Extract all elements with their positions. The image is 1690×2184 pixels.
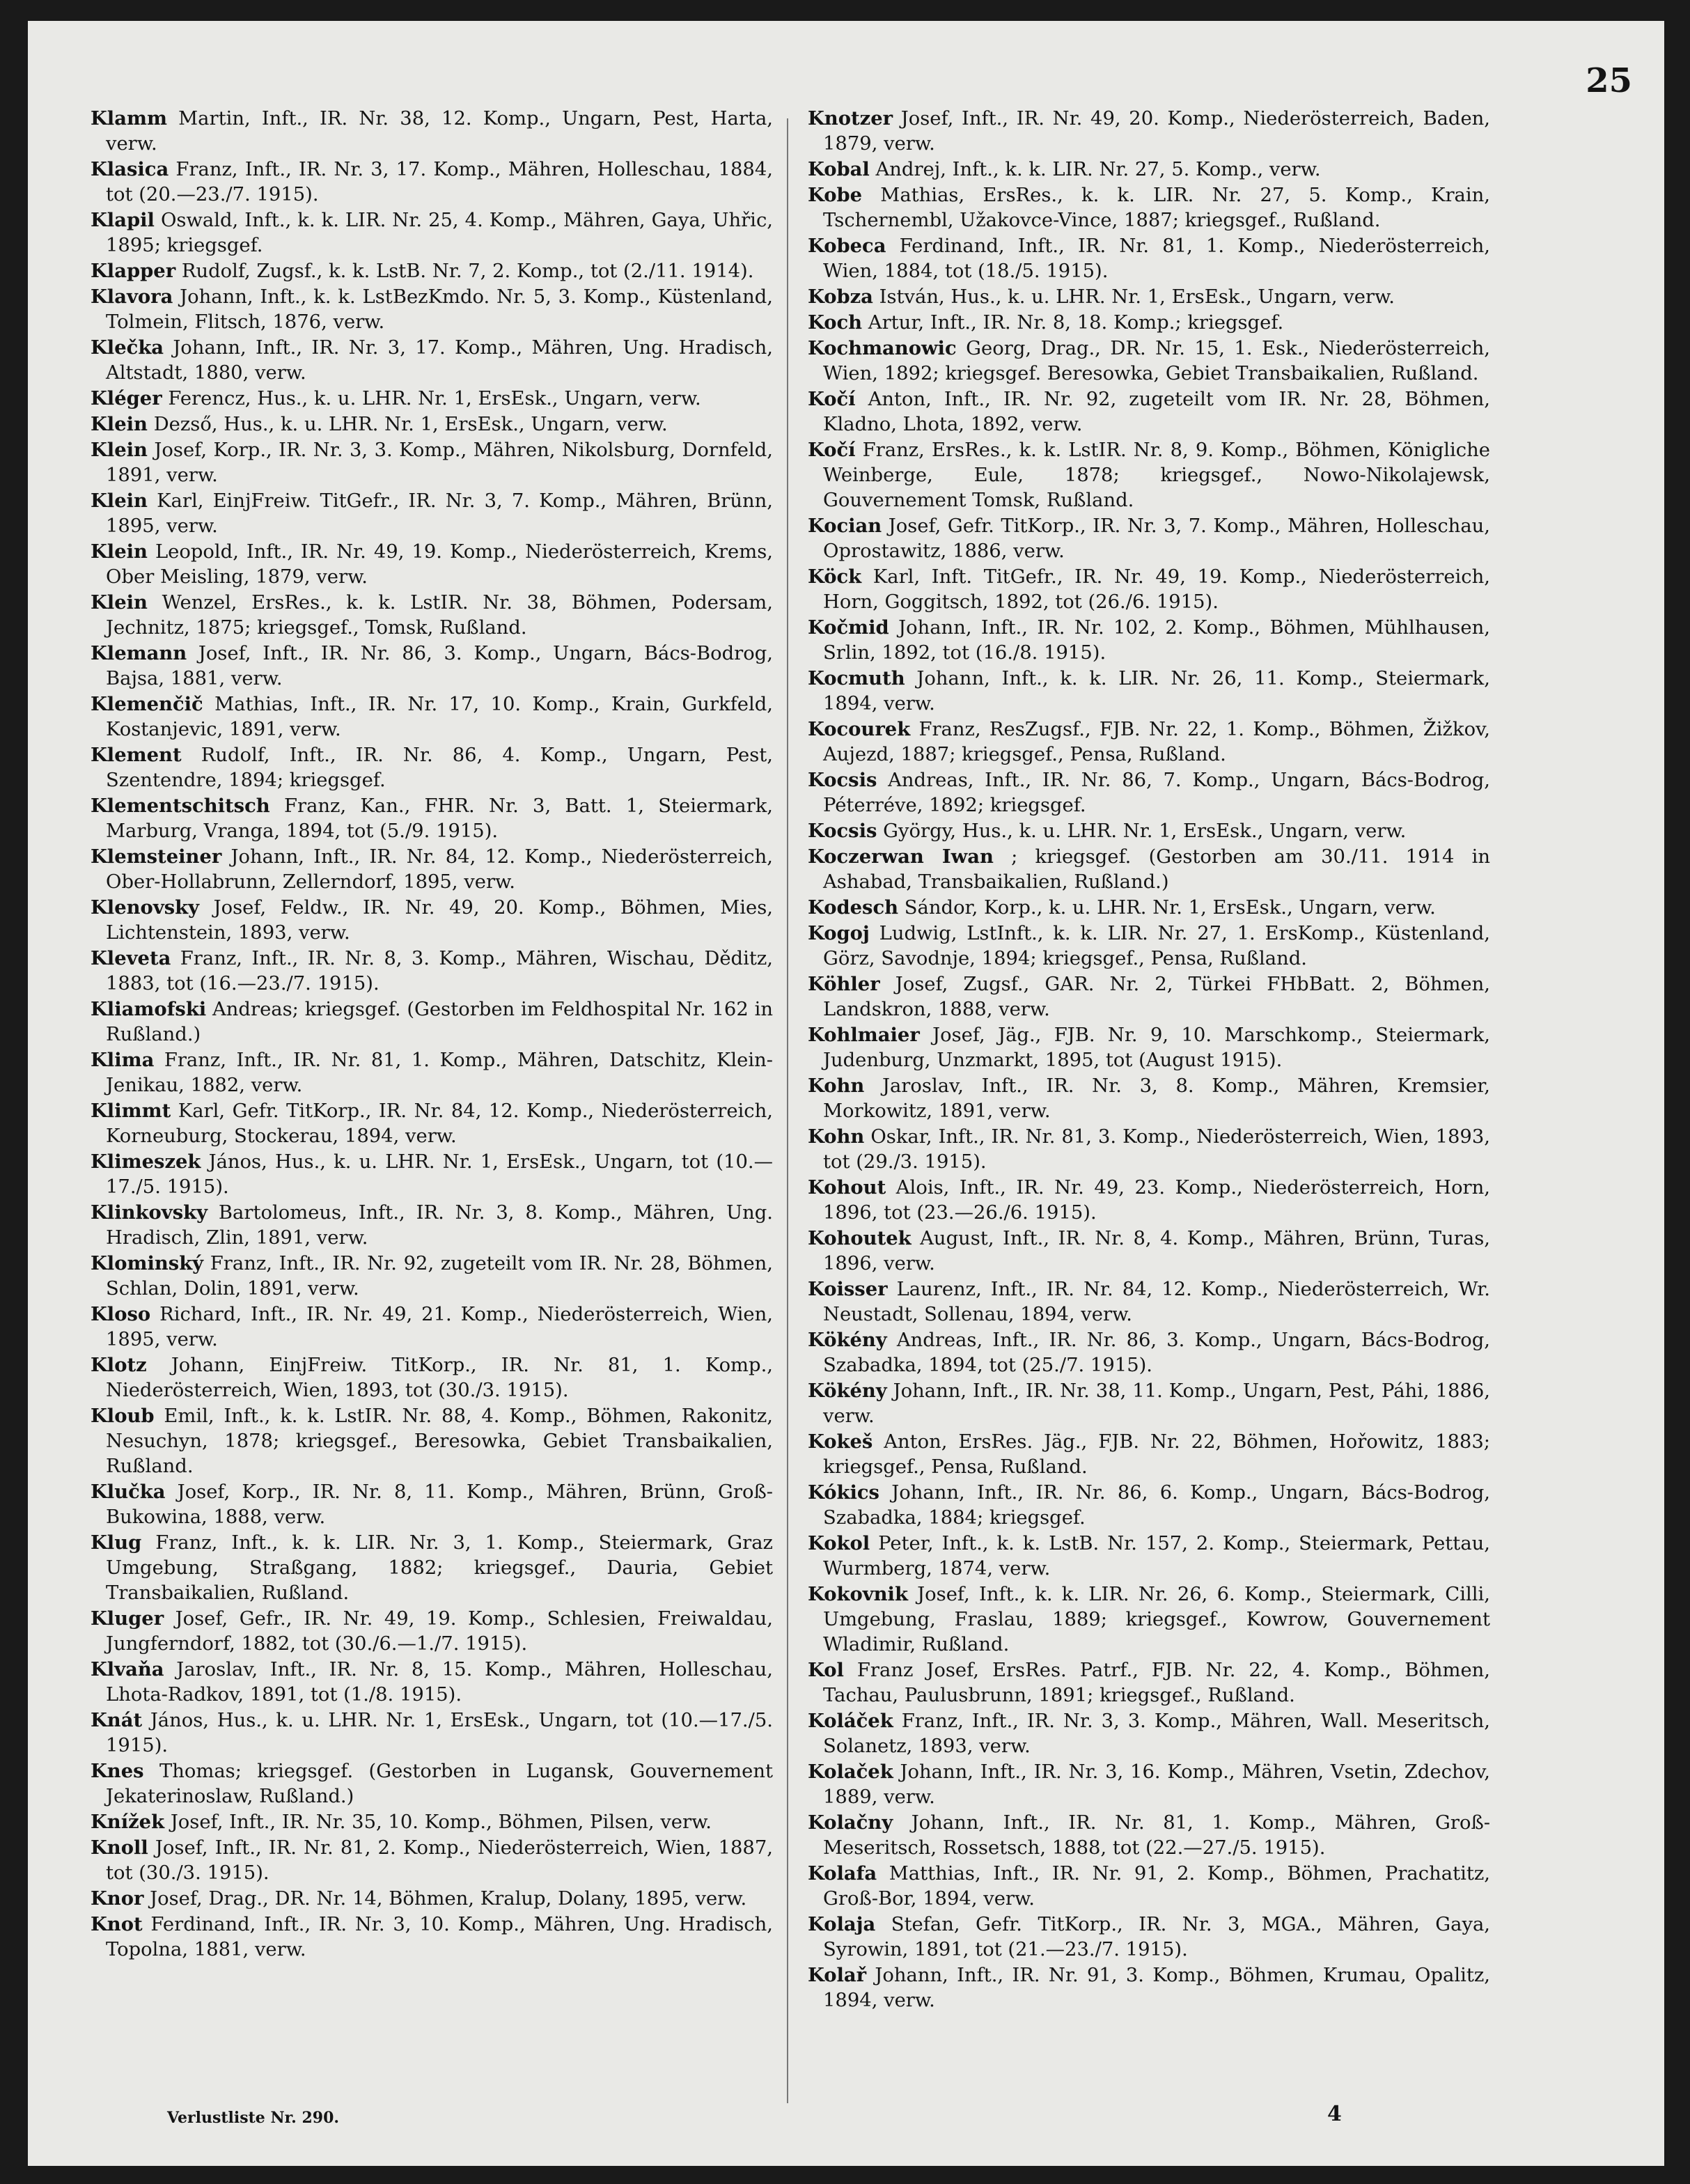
entry-surname: Koch xyxy=(808,311,863,334)
entry-surname: Klamm xyxy=(91,107,167,130)
entry-surname: Klotz xyxy=(91,1354,147,1376)
entry-details: Ferdinand, Inft., IR. Nr. 3, 10. Komp., Mähren, Ung. Hradisch, Topolna, 1881, verw. xyxy=(106,1914,773,1960)
list-entry xyxy=(91,1098,773,1149)
entry-surname: Klementschitsch xyxy=(91,795,270,817)
entry-details: Rudolf, Zugsf., k. k. LstB. Nr. 7, 2. Komp., tot (2./11. 1914). xyxy=(181,260,754,282)
list-entry xyxy=(91,1302,773,1352)
entry-surname: Knot xyxy=(91,1913,143,1935)
entry-details: Peter, Inft., k. k. LstB. Nr. 157, 2. Komp., Steiermark, Pettau, Wurmberg, 1874, verw. xyxy=(823,1533,1490,1580)
entry-details: Franz, Inft., IR. Nr. 92, zugeteilt vom IR. Nr. 28, Böhmen, Schlan, Dolin, 1891, verw. xyxy=(106,1253,773,1300)
list-entry xyxy=(808,1327,1490,1378)
entry-surname: Klapper xyxy=(91,260,176,282)
entry-surname: Klasica xyxy=(91,158,169,180)
list-entry xyxy=(808,1124,1490,1175)
list-entry xyxy=(808,1861,1490,1912)
list-entry xyxy=(808,615,1490,666)
entry-surname: Kleveta xyxy=(91,947,171,969)
list-entry xyxy=(808,1658,1490,1708)
entry-surname: Klima xyxy=(91,1049,155,1071)
list-entry xyxy=(808,1912,1490,1963)
entry-details: Johann, EinjFreiw. TitKorp., IR. Nr. 81, 1. Komp., Niederösterreich, Wien, 1893, tot (30./3. 1915). xyxy=(106,1355,773,1401)
list-entry xyxy=(91,258,773,284)
entry-details: Josef, Inft., IR. Nr. 81, 2. Komp., Niederösterreich, Wien, 1887, tot (30./3. 1915). xyxy=(106,1837,773,1884)
entry-details: Bartolomeus, Inft., IR. Nr. 3, 8. Komp., Mähren, Ung. Hradisch, Zlin, 1891, verw. xyxy=(106,1202,773,1249)
list-entry xyxy=(91,895,773,946)
entry-details: Karl, EinjFreiw. TitGefr., IR. Nr. 3, 7. Komp., Mähren, Brünn, 1895, verw. xyxy=(106,490,773,537)
entry-surname: Kokeš xyxy=(808,1430,873,1453)
entry-details: Josef, Inft., IR. Nr. 49, 20. Komp., Niederösterreich, Baden, 1879, verw. xyxy=(823,108,1490,155)
list-entry xyxy=(808,1226,1490,1277)
entry-details: Josef, Gefr., IR. Nr. 49, 19. Komp., Schlesien, Freiwaldau, Jungferndorf, 1882, tot (30./6.—1./7. 1915). xyxy=(106,1608,773,1655)
entry-details: Franz, ErsRes., k. k. LstIR. Nr. 8, 9. Komp., Böhmen, Königliche Weinberge, Eule, 1878; kriegsgef., Nowo-Nikolajewsk, Gouvernement Tomsk, Rußland. xyxy=(823,439,1490,511)
entry-surname: Klein xyxy=(91,540,148,563)
entry-details: Karl, Gefr. TitKorp., IR. Nr. 84, 12. Komp., Niederösterreich, Korneuburg, Stockerau, 1894, verw. xyxy=(106,1100,773,1147)
entry-surname: Knor xyxy=(91,1887,144,1910)
list-entry xyxy=(91,1809,773,1835)
list-entry xyxy=(91,412,773,437)
entry-surname: Kocsis xyxy=(808,820,877,842)
entry-details: Mathias, ErsRes., k. k. LIR. Nr. 27, 5. Komp., Krain, Tschernembl, Užakovce-Vince, 1887; kriegsgef., Rußland. xyxy=(823,185,1490,231)
entry-details: Johann, Inft., IR. Nr. 84, 12. Komp., Niederösterreich, Ober-Hollabrunn, Zellerndorf, 1895, verw. xyxy=(106,846,773,893)
list-entry xyxy=(91,1352,773,1403)
entry-surname: Kohn xyxy=(808,1075,865,1097)
entry-details: Josef, Korp., IR. Nr. 3, 3. Komp., Mähren, Nikolsburg, Dornfeld, 1891, verw. xyxy=(106,439,773,486)
entry-details: Franz, Inft., IR. Nr. 3, 3. Komp., Mähren, Wall. Meseritsch, Solanetz, 1893, verw. xyxy=(823,1710,1490,1757)
entry-details: Jaroslav, Inft., IR. Nr. 3, 8. Komp., Mähren, Kremsier, Morkowitz, 1891, verw. xyxy=(823,1075,1490,1122)
entry-surname: Klement xyxy=(91,744,182,766)
entry-surname: Kliamofski xyxy=(91,998,207,1020)
list-entry xyxy=(808,921,1490,972)
entry-surname: Klein xyxy=(91,490,148,512)
entry-surname: Klinkovsky xyxy=(91,1201,208,1224)
entry-surname: Klapil xyxy=(91,209,155,231)
list-entry xyxy=(808,1810,1490,1861)
entry-details: Josef, Zugsf., GAR. Nr. 2, Türkei FHbBatt. 2, Böhmen, Landskron, 1888, verw. xyxy=(823,974,1490,1020)
entry-details: Andreas, Inft., IR. Nr. 86, 7. Komp., Ungarn, Bács-Bodrog, Péterréve, 1892; kriegsgef. xyxy=(823,770,1490,816)
entry-surname: Klein xyxy=(91,439,148,461)
list-entry xyxy=(808,182,1490,233)
entry-surname: Kokovnik xyxy=(808,1583,908,1605)
entry-details: Franz, Inft., IR. Nr. 3, 17. Komp., Mähren, Holleschau, 1884, tot (20.—23./7. 1915). xyxy=(106,159,773,205)
list-entry xyxy=(91,590,773,641)
entry-details: Franz, ResZugsf., FJB. Nr. 22, 1. Komp., Böhmen, Žižkov, Aujezd, 1887; kriegsgef., Pensa, Rußland. xyxy=(823,719,1490,765)
entry-details: Artur, Inft., IR. Nr. 8, 18. Komp.; kriegsgef. xyxy=(868,312,1284,334)
entry-details: Jaroslav, Inft., IR. Nr. 8, 15. Komp., Mähren, Holleschau, Lhota-Radkov, 1891, tot (1./8. 1915). xyxy=(106,1659,773,1706)
entry-surname: Koláček xyxy=(808,1710,893,1732)
entry-surname: Köck xyxy=(808,566,862,588)
entry-details: Johann, Inft., IR. Nr. 102, 2. Komp., Böhmen, Mühlhausen, Srlin, 1892, tot (16./8. 1915). xyxy=(823,617,1490,664)
entry-surname: Klug xyxy=(91,1531,142,1554)
entry-surname: Kolaček xyxy=(808,1761,893,1783)
list-entry xyxy=(808,106,1490,157)
entry-details: Rudolf, Inft., IR. Nr. 86, 4. Komp., Ungarn, Pest, Szentendre, 1894; kriegsgef. xyxy=(106,744,773,791)
entry-surname: Kobza xyxy=(808,286,873,308)
entry-surname: Kobe xyxy=(808,184,863,206)
list-entry xyxy=(808,1277,1490,1327)
entry-surname: Knížek xyxy=(91,1811,165,1833)
list-entry xyxy=(91,1047,773,1098)
entry-details: Ferencz, Hus., k. u. LHR. Nr. 1, ErsEsk., Ungarn, verw. xyxy=(168,388,701,410)
list-entry xyxy=(808,513,1490,564)
entry-details: Sándor, Korp., k. u. LHR. Nr. 1, ErsEsk., Ungarn, verw. xyxy=(904,897,1436,919)
entry-details: Matthias, Inft., IR. Nr. 91, 2. Komp., Böhmen, Prachatitz, Groß-Bor, 1894, verw. xyxy=(823,1863,1490,1910)
list-entry xyxy=(91,1403,773,1479)
entry-details: Franz, Inft., IR. Nr. 81, 1. Komp., Mähren, Datschitz, Klein-Jenikau, 1882, verw. xyxy=(106,1050,773,1096)
list-entry xyxy=(808,1429,1490,1480)
entry-details: Andrej, Inft., k. k. LIR. Nr. 27, 5. Komp., verw. xyxy=(875,159,1321,180)
entry-details: Franz, Kan., FHR. Nr. 3, Batt. 1, Steiermark, Marburg, Vranga, 1894, tot (5./9. 1915). xyxy=(106,795,773,842)
entry-surname: Kohn xyxy=(808,1125,865,1148)
list-entry xyxy=(808,233,1490,284)
list-entry xyxy=(91,692,773,742)
list-entry xyxy=(808,1175,1490,1226)
entry-surname: Klominský xyxy=(91,1252,204,1274)
document-page xyxy=(28,21,1664,2166)
list-entry xyxy=(808,1531,1490,1582)
list-entry xyxy=(91,1606,773,1657)
entry-surname: Kol xyxy=(808,1659,844,1681)
entry-surname: Kogoj xyxy=(808,922,870,944)
entry-details: Johann, Inft., k. k. LstBezKmdo. Nr. 5, 3. Komp., Küstenland, Tolmein, Flitsch, 1876, verw. xyxy=(106,286,773,333)
list-entry xyxy=(808,1378,1490,1429)
list-entry xyxy=(808,1759,1490,1810)
list-entry xyxy=(91,1835,773,1886)
entry-surname: Koisser xyxy=(808,1278,888,1300)
list-entry xyxy=(808,336,1490,387)
list-entry xyxy=(91,386,773,412)
list-entry xyxy=(808,818,1490,844)
list-entry xyxy=(808,564,1490,615)
list-entry xyxy=(808,717,1490,767)
list-entry xyxy=(91,1708,773,1758)
list-entry xyxy=(808,666,1490,717)
entry-details: János, Hus., k. u. LHR. Nr. 1, ErsEsk., Ungarn, tot (10.—17./5. 1915). xyxy=(106,1151,773,1198)
list-entry xyxy=(91,1200,773,1251)
entry-surname: Klučka xyxy=(91,1481,166,1503)
entry-surname: Kocmuth xyxy=(808,667,905,689)
entry-surname: Kloso xyxy=(91,1303,151,1325)
list-entry xyxy=(91,208,773,258)
entry-details: Ludwig, LstInft., k. k. LIR. Nr. 27, 1. ErsKomp., Küstenland, Görz, Savodnje, 1894; kriegsgef., Pensa, Rußland. xyxy=(823,923,1490,969)
entry-details: Martin, Inft., IR. Nr. 38, 12. Komp., Ungarn, Pest, Harta, verw. xyxy=(106,108,773,155)
entry-surname: Klavora xyxy=(91,286,173,308)
entry-surname: Kluger xyxy=(91,1607,164,1630)
entry-details: Oskar, Inft., IR. Nr. 81, 3. Komp., Niederösterreich, Wien, 1893, tot (29./3. 1915). xyxy=(823,1126,1490,1173)
list-entry xyxy=(91,1530,773,1606)
entry-surname: Kolař xyxy=(808,1964,867,1986)
entry-details: Johann, Inft., IR. Nr. 81, 1. Komp., Mähren, Groß-Meseritsch, Rossetsch, 1888, tot (22.—27./5. 1915). xyxy=(823,1812,1490,1859)
entry-details: Josef, Feldw., IR. Nr. 49, 20. Komp., Böhmen, Mies, Lichtenstein, 1893, verw. xyxy=(106,897,773,944)
entry-surname: Kočí xyxy=(808,388,856,410)
entry-surname: Klvaňa xyxy=(91,1658,164,1680)
list-entry xyxy=(808,972,1490,1022)
entry-surname: Knát xyxy=(91,1709,143,1731)
entry-details: Johann, Inft., IR. Nr. 91, 3. Komp., Böhmen, Krumau, Opalitz, 1894, verw. xyxy=(823,1965,1490,2011)
entry-details: János, Hus., k. u. LHR. Nr. 1, ErsEsk., Ungarn, tot (10.—17./5. 1915). xyxy=(106,1710,773,1756)
entry-surname: Knoll xyxy=(91,1836,148,1859)
list-entry xyxy=(808,1582,1490,1658)
footer-signature-mark: 4 xyxy=(1327,2102,1342,2126)
entry-surname: Klečka xyxy=(91,336,164,359)
entry-details: Johann, Inft., IR. Nr. 3, 16. Komp., Mähren, Vsetin, Zdechov, 1889, verw. xyxy=(823,1761,1490,1808)
entry-details: Anton, ErsRes. Jäg., FJB. Nr. 22, Böhmen, Hořowitz, 1883; kriegsgef., Pensa, Rußland. xyxy=(823,1431,1490,1478)
entry-surname: Klimeszek xyxy=(91,1150,201,1173)
entry-details: Josef, Inft., IR. Nr. 86, 3. Komp., Ungarn, Bács-Bodrog, Bajsa, 1881, verw. xyxy=(106,643,773,689)
list-entry xyxy=(91,1149,773,1200)
entry-details: Leopold, Inft., IR. Nr. 49, 19. Komp., Niederösterreich, Krems, Ober Meisling, 1879, verw. xyxy=(106,541,773,588)
list-entry xyxy=(91,488,773,539)
entry-details: Josef, Korp., IR. Nr. 8, 11. Komp., Mähren, Brünn, Groß-Bukowina, 1888, verw. xyxy=(106,1481,773,1528)
list-entry xyxy=(91,742,773,793)
entry-surname: Kohlmaier xyxy=(808,1024,920,1046)
entry-surname: Kobal xyxy=(808,158,870,180)
entry-surname: Kočí xyxy=(808,439,856,461)
entry-details: Josef, Drag., DR. Nr. 14, Böhmen, Kralup, Dolany, 1895, verw. xyxy=(150,1888,747,1910)
list-entry xyxy=(808,387,1490,437)
entry-details: Thomas; kriegsgef. (Gestorben in Lugansk, Gouvernement Jekaterinoslaw, Rußland.) xyxy=(106,1761,773,1807)
entry-details: Johann, Inft., IR. Nr. 86, 6. Komp., Ungarn, Bács-Bodrog, Szabadka, 1884; kriegsgef. xyxy=(823,1482,1490,1529)
entry-surname: Kolačny xyxy=(808,1811,893,1834)
entry-surname: Kobeca xyxy=(808,235,886,257)
left-column xyxy=(91,106,773,1963)
list-entry xyxy=(91,437,773,488)
entry-surname: Kolafa xyxy=(808,1862,877,1885)
list-entry xyxy=(91,641,773,692)
entry-surname: Köhler xyxy=(808,973,880,995)
list-entry xyxy=(808,1480,1490,1531)
page-number: 25 xyxy=(1586,61,1632,100)
list-entry xyxy=(808,1073,1490,1124)
entry-surname: Kökény xyxy=(808,1380,887,1402)
entry-surname: Kókics xyxy=(808,1481,879,1504)
entry-surname: Klimmt xyxy=(91,1100,171,1122)
entry-details: Richard, Inft., IR. Nr. 49, 21. Komp., Niederösterreich, Wien, 1895, verw. xyxy=(106,1304,773,1350)
entry-details: Andreas, Inft., IR. Nr. 86, 3. Komp., Ungarn, Bács-Bodrog, Szabadka, 1894, tot (25./7. 1915). xyxy=(823,1329,1490,1376)
entry-details: Franz, Inft., IR. Nr. 8, 3. Komp., Mähren, Wischau, Děditz, 1883, tot (16.—23./7. 1915). xyxy=(106,948,773,994)
entry-details: Dezső, Hus., k. u. LHR. Nr. 1, ErsEsk., Ungarn, verw. xyxy=(153,414,668,435)
list-entry xyxy=(808,895,1490,921)
entry-details: Ferdinand, Inft., IR. Nr. 81, 1. Komp., Niederösterreich, Wien, 1884, tot (18./5. 1915). xyxy=(823,235,1490,282)
entry-details: Johann, Inft., IR. Nr. 38, 11. Komp., Ungarn, Pest, Páhi, 1886, verw. xyxy=(823,1380,1490,1427)
list-entry xyxy=(91,1758,773,1809)
list-entry xyxy=(808,1963,1490,2013)
entry-surname: Knotzer xyxy=(808,107,893,130)
entry-surname: Koczerwan Iwan xyxy=(808,845,994,868)
entry-surname: Kökény xyxy=(808,1329,887,1351)
right-column xyxy=(808,106,1490,2013)
entry-details: Josef, Gefr. TitKorp., IR. Nr. 3, 7. Komp., Mähren, Holleschau, Oprostawitz, 1886, verw. xyxy=(823,515,1490,562)
list-entry xyxy=(91,997,773,1047)
entry-surname: Kokol xyxy=(808,1532,870,1554)
list-entry xyxy=(91,793,773,844)
list-entry xyxy=(808,844,1490,895)
entry-surname: Kocsis xyxy=(808,769,877,791)
entry-details: Laurenz, Inft., IR. Nr. 84, 12. Komp., Niederösterreich, Wr. Neustadt, Sollenau, 1894, verw. xyxy=(823,1279,1490,1325)
list-entry xyxy=(91,1886,773,1912)
entry-surname: Kohout xyxy=(808,1176,886,1199)
entry-surname: Klenovsky xyxy=(91,896,200,919)
entry-surname: Kohoutek xyxy=(808,1227,911,1249)
entry-details: Emil, Inft., k. k. LstIR. Nr. 88, 4. Komp., Böhmen, Rakonitz, Nesuchyn, 1878; kriegsgef., Beresowka, Gebiet Transbaikalien, Rußland. xyxy=(106,1405,773,1477)
entry-surname: Kloub xyxy=(91,1405,155,1427)
entry-details: Alois, Inft., IR. Nr. 49, 23. Komp., Niederösterreich, Horn, 1896, tot (23.—26./6. 1915). xyxy=(823,1177,1490,1224)
entry-surname: Klemann xyxy=(91,642,187,664)
entry-surname: Klemsteiner xyxy=(91,845,222,868)
entry-details: August, Inft., IR. Nr. 8, 4. Komp., Mähren, Brünn, Turas, 1896, verw. xyxy=(823,1228,1490,1274)
entry-surname: Kolaja xyxy=(808,1913,876,1935)
list-entry xyxy=(808,1022,1490,1073)
list-entry xyxy=(808,437,1490,513)
list-entry xyxy=(91,157,773,208)
entry-details: Oswald, Inft., k. k. LIR. Nr. 25, 4. Komp., Mähren, Gaya, Uhřic, 1895; kriegsgef. xyxy=(106,210,773,256)
list-entry xyxy=(91,284,773,335)
entry-details: Karl, Inft. TitGefr., IR. Nr. 49, 19. Komp., Niederösterreich, Horn, Goggitsch, 1892, tot (26./6. 1915). xyxy=(823,566,1490,613)
list-entry xyxy=(91,1912,773,1963)
entry-surname: Kocourek xyxy=(808,718,911,740)
entry-details: Josef, Inft., IR. Nr. 35, 10. Komp., Böhmen, Pilsen, verw. xyxy=(170,1811,712,1833)
entry-details: Wenzel, ErsRes., k. k. LstIR. Nr. 38, Böhmen, Podersam, Jechnitz, 1875; kriegsgef., Tomsk, Rußland. xyxy=(106,592,773,639)
entry-details: Andreas; kriegsgef. (Gestorben im Feldhospital Nr. 162 in Rußland.) xyxy=(106,999,773,1045)
entry-surname: Klein xyxy=(91,591,148,614)
list-entry xyxy=(91,1479,773,1530)
column-divider xyxy=(787,118,788,2103)
entry-surname: Klemenčič xyxy=(91,693,203,715)
entry-details: Josef, Jäg., FJB. Nr. 9, 10. Marschkomp., Steiermark, Judenburg, Unzmarkt, 1895, tot (August 1915). xyxy=(823,1024,1490,1071)
entry-details: Josef, Inft., k. k. LIR. Nr. 26, 6. Komp., Steiermark, Cilli, Umgebung, Fraslau, 1889; kriegsgef., Kowrow, Gouvernement Wladimir, Rußland. xyxy=(823,1584,1490,1655)
entry-details: Stefan, Gefr. TitKorp., IR. Nr. 3, MGA., Mähren, Gaya, Syrowin, 1891, tot (21.—23./7. 1915). xyxy=(823,1914,1490,1960)
entry-surname: Kochmanowic xyxy=(808,337,957,359)
entry-surname: Kocian xyxy=(808,515,882,537)
list-entry xyxy=(808,310,1490,336)
list-entry xyxy=(808,1708,1490,1759)
entry-details: György, Hus., k. u. LHR. Nr. 1, ErsEsk., Ungarn, verw. xyxy=(883,820,1407,842)
entry-details: Franz, Inft., k. k. LIR. Nr. 3, 1. Komp., Steiermark, Graz Umgebung, Straßgang, 1882; kriegsgef., Dauria, Gebiet Transbaikalien, Rußland. xyxy=(106,1532,773,1604)
entry-details: Anton, Inft., IR. Nr. 92, zugeteilt vom IR. Nr. 28, Böhmen, Kladno, Lhota, 1892, verw. xyxy=(823,389,1490,435)
list-entry xyxy=(91,106,773,157)
list-entry xyxy=(91,335,773,386)
entry-surname: Kodesch xyxy=(808,896,899,919)
list-entry xyxy=(808,284,1490,310)
entry-details: István, Hus., k. u. LHR. Nr. 1, ErsEsk., Ungarn, verw. xyxy=(879,286,1395,308)
entry-details: ; kriegsgef. (Gestorben am 30./11. 1914 in Ashabad, Transbaikalien, Rußland.) xyxy=(823,846,1490,893)
entry-details: Franz Josef, ErsRes. Patrf., FJB. Nr. 22, 4. Komp., Böhmen, Tachau, Paulusbrunn, 1891; kriegsgef., Rußland. xyxy=(823,1660,1491,1706)
entry-surname: Kočmid xyxy=(808,616,889,639)
entry-details: Johann, Inft., k. k. LIR. Nr. 26, 11. Komp., Steiermark, 1894, verw. xyxy=(823,668,1490,715)
entry-details: Georg, Drag., DR. Nr. 15, 1. Esk., Niederösterreich, Wien, 1892; kriegsgef. Beresowka, Gebiet Transbaikalien, Rußland. xyxy=(823,338,1490,384)
list-entry xyxy=(808,767,1490,818)
list-entry xyxy=(91,946,773,997)
list-entry xyxy=(91,539,773,590)
entry-surname: Klein xyxy=(91,413,148,435)
list-entry xyxy=(91,844,773,895)
footer-list-number: Verlustliste Nr. 290. xyxy=(167,2109,340,2127)
list-entry xyxy=(91,1657,773,1708)
entry-surname: Knes xyxy=(91,1760,144,1782)
list-entry xyxy=(808,157,1490,182)
entry-details: Johann, Inft., IR. Nr. 3, 17. Komp., Mähren, Ung. Hradisch, Altstadt, 1880, verw. xyxy=(106,337,773,384)
entry-details: Mathias, Inft., IR. Nr. 17, 10. Komp., Krain, Gurkfeld, Kostanjevic, 1891, verw. xyxy=(106,694,773,740)
entry-surname: Kléger xyxy=(91,387,162,410)
list-entry xyxy=(91,1251,773,1302)
